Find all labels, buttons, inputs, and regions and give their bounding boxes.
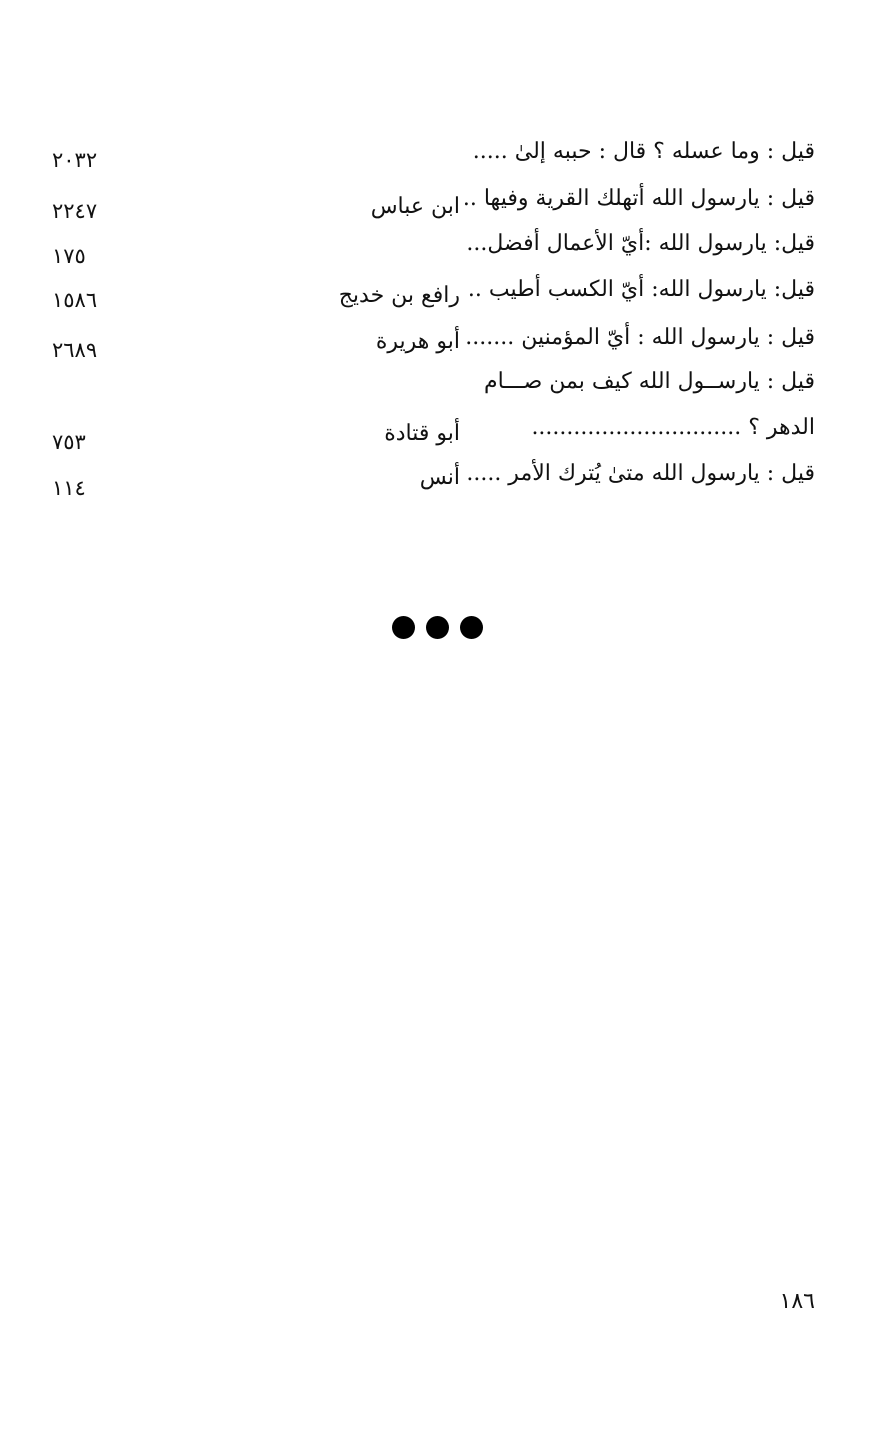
index-row	[0, 322, 891, 362]
index-phrase: قيل: يارسول الله: أيّ الكسب أطيب ..	[467, 277, 815, 302]
index-phrase: قيل : يارســول الله كيف بمن صـــام	[483, 369, 815, 394]
index-row	[0, 458, 891, 498]
index-narrator: أنس	[419, 465, 460, 490]
index-phrase: قيل : يارسول الله متىٰ يُترك الأمر .....	[466, 461, 815, 486]
divider-dot-icon	[426, 616, 449, 639]
index-hadith-number: ٢٠٣٢	[52, 148, 98, 172]
index-row	[0, 412, 891, 452]
section-divider-dots	[392, 616, 492, 644]
index-narrator: رافع بن خديج	[338, 283, 460, 308]
divider-dot-icon	[392, 616, 415, 639]
index-phrase: قيل : وما عسله ؟ قال : حببه إلىٰ .....	[472, 139, 815, 164]
index-phrase: قيل : يارسول الله : أيّ المؤمنين .......	[465, 325, 815, 350]
page-number: ١٨٦	[779, 1289, 815, 1314]
index-narrator: أبو قتادة	[384, 421, 460, 446]
index-phrase: قيل : يارسول الله أتهلك القرية وفيها ..	[462, 186, 815, 211]
index-row	[0, 366, 891, 406]
index-row	[0, 183, 891, 223]
index-phrase: قيل: يارسول الله :أيّ الأعمال أفضل...	[466, 231, 815, 256]
index-narrator: ابن عباس	[370, 194, 460, 219]
index-hadith-number: ٢٢٤٧	[52, 199, 98, 223]
index-phrase: الدهر ؟ ..............................	[531, 415, 815, 440]
index-row	[0, 274, 891, 314]
index-hadith-number: ١١٤	[52, 476, 86, 500]
index-hadith-number: ١٥٨٦	[52, 288, 98, 312]
divider-dot-icon	[460, 616, 483, 639]
index-hadith-number: ١٧٥	[52, 244, 86, 268]
index-hadith-number: ٧٥٣	[52, 430, 86, 454]
index-row	[0, 228, 891, 268]
index-row	[0, 136, 891, 176]
index-narrator: أبو هريرة	[375, 329, 460, 354]
index-hadith-number: ٢٦٨٩	[52, 338, 98, 362]
